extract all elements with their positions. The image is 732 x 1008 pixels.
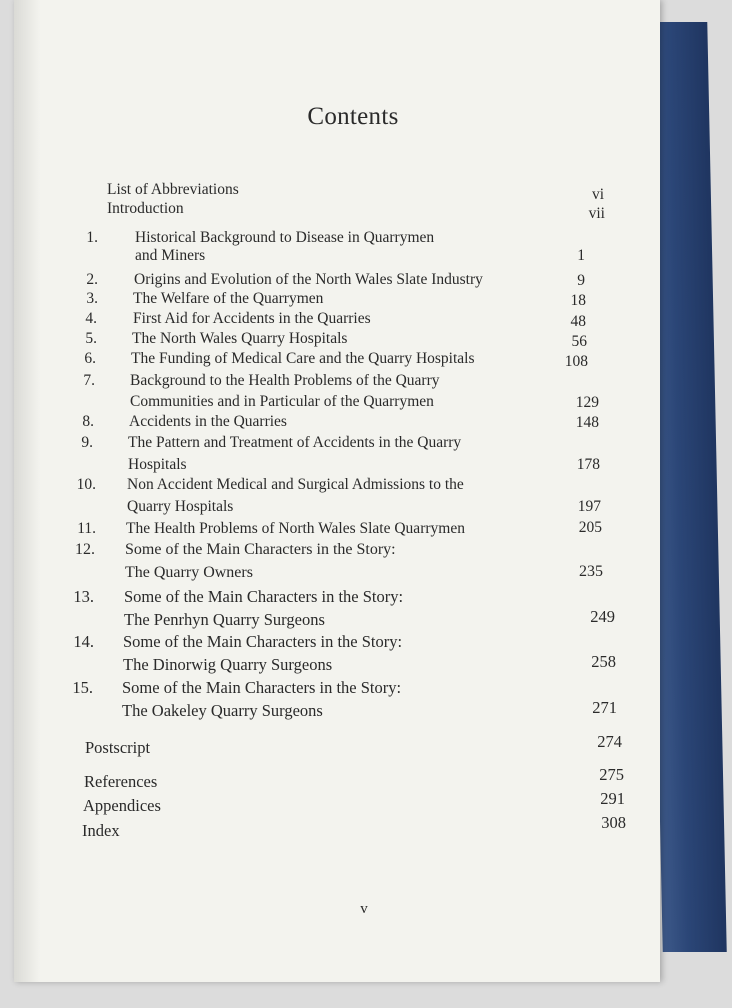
toc-page-references: 275 [599,765,624,784]
chapter-title-line: Origins and Evolution of the North Wales Slate Industry [134,271,483,288]
chapter-number: 11. [77,520,96,537]
chapter-page-number: 1 [577,247,585,264]
chapter-title-line: The Quarry Owners [125,564,253,581]
chapter-number: 8. [82,413,94,430]
chapter-title-line: Some of the Main Characters in the Story: [122,678,402,697]
chapter-title-line: Communities and in Particular of the Quarrymen [130,393,434,410]
chapter-page-number: 18 [570,292,586,309]
chapter-number: 1. [86,229,98,246]
chapter-page-number: 205 [578,519,602,536]
chapter-page-number: 108 [564,353,588,370]
page-title: Contents [307,103,399,130]
chapter-page-number: 178 [576,456,600,473]
toc-entry-text: Introduction [107,200,184,217]
chapter-title-line: The Dinorwig Quarry Surgeons [123,655,333,674]
toc-page-index: 308 [601,813,626,832]
chapter-title-line: Some of the Main Characters in the Story: [123,632,403,651]
chapter-title-line: Some of the Main Characters in the Story: [125,541,396,558]
chapter-number: 14. [73,632,94,651]
chapter-page-number: 235 [579,563,603,580]
chapter-number: 15. [72,678,93,697]
toc-page-abbreviations: vi [591,186,604,203]
chapter-title-line: The Funding of Medical Care and the Quarry Hospitals [131,350,475,367]
chapter-page-number: 271 [592,698,617,717]
toc-page-appendices: 291 [600,789,625,808]
toc-entry-postscript: Postscript [85,738,151,757]
chapter-number: 7. [83,372,95,389]
chapter-number: 13. [73,587,94,606]
chapter-title-line: The Penrhyn Quarry Surgeons [124,610,325,629]
chapter-page-number: 148 [575,414,599,431]
toc-entry-appendices: Appendices [83,796,161,815]
chapter-title-line: Background to the Health Problems of the Quarry [130,372,440,389]
toc-entry-index: Index [82,821,120,840]
chapter-title-line: Non Accident Medical and Surgical Admissions to the [127,476,464,493]
chapter-title-line: The Welfare of the Quarrymen [133,290,324,307]
chapter-number: 10. [76,476,96,493]
chapter-number: 2. [86,271,98,288]
chapter-title-line: Accidents in the Quarries [129,413,287,430]
chapter-title-line: Some of the Main Characters in the Story: [124,587,404,606]
chapter-title-line: The North Wales Quarry Hospitals [132,330,348,347]
toc-page-postscript: 274 [597,732,622,751]
chapter-number: 6. [84,350,96,367]
chapter-page-number: 56 [571,333,587,350]
chapter-page-number: 249 [590,607,615,626]
chapter-number: 3. [86,290,98,307]
chapter-title-line: The Oakeley Quarry Surgeons [122,701,323,720]
chapter-page-number: 48 [570,313,586,330]
chapter-page-number: 129 [575,394,599,411]
chapter-page-number: 9 [577,272,585,289]
page-number: v [360,901,368,917]
chapter-number: 5. [85,330,97,347]
chapter-title-line: Hospitals [128,456,187,473]
chapter-title-line: The Health Problems of North Wales Slate Quarrymen [126,520,465,537]
chapter-title-line: The Pattern and Treatment of Accidents in the Quarry [128,434,462,451]
chapter-title-line: First Aid for Accidents in the Quarries [133,310,371,327]
chapter-page-number: 258 [591,652,616,671]
chapter-title-line: and Miners [135,247,206,264]
chapter-title-line: Quarry Hospitals [127,498,234,515]
chapter-page-number: 197 [577,498,601,515]
chapter-title-line: Historical Background to Disease in Quarrymen [135,229,435,246]
toc-entry-references: References [84,772,158,791]
chapter-number: 9. [81,434,93,451]
chapter-number: 12. [75,541,95,558]
book-page [14,0,660,982]
toc-entry-text: List of Abbreviations [107,181,239,198]
toc-page-introduction: vii [588,205,605,222]
chapter-number: 4. [85,310,97,327]
